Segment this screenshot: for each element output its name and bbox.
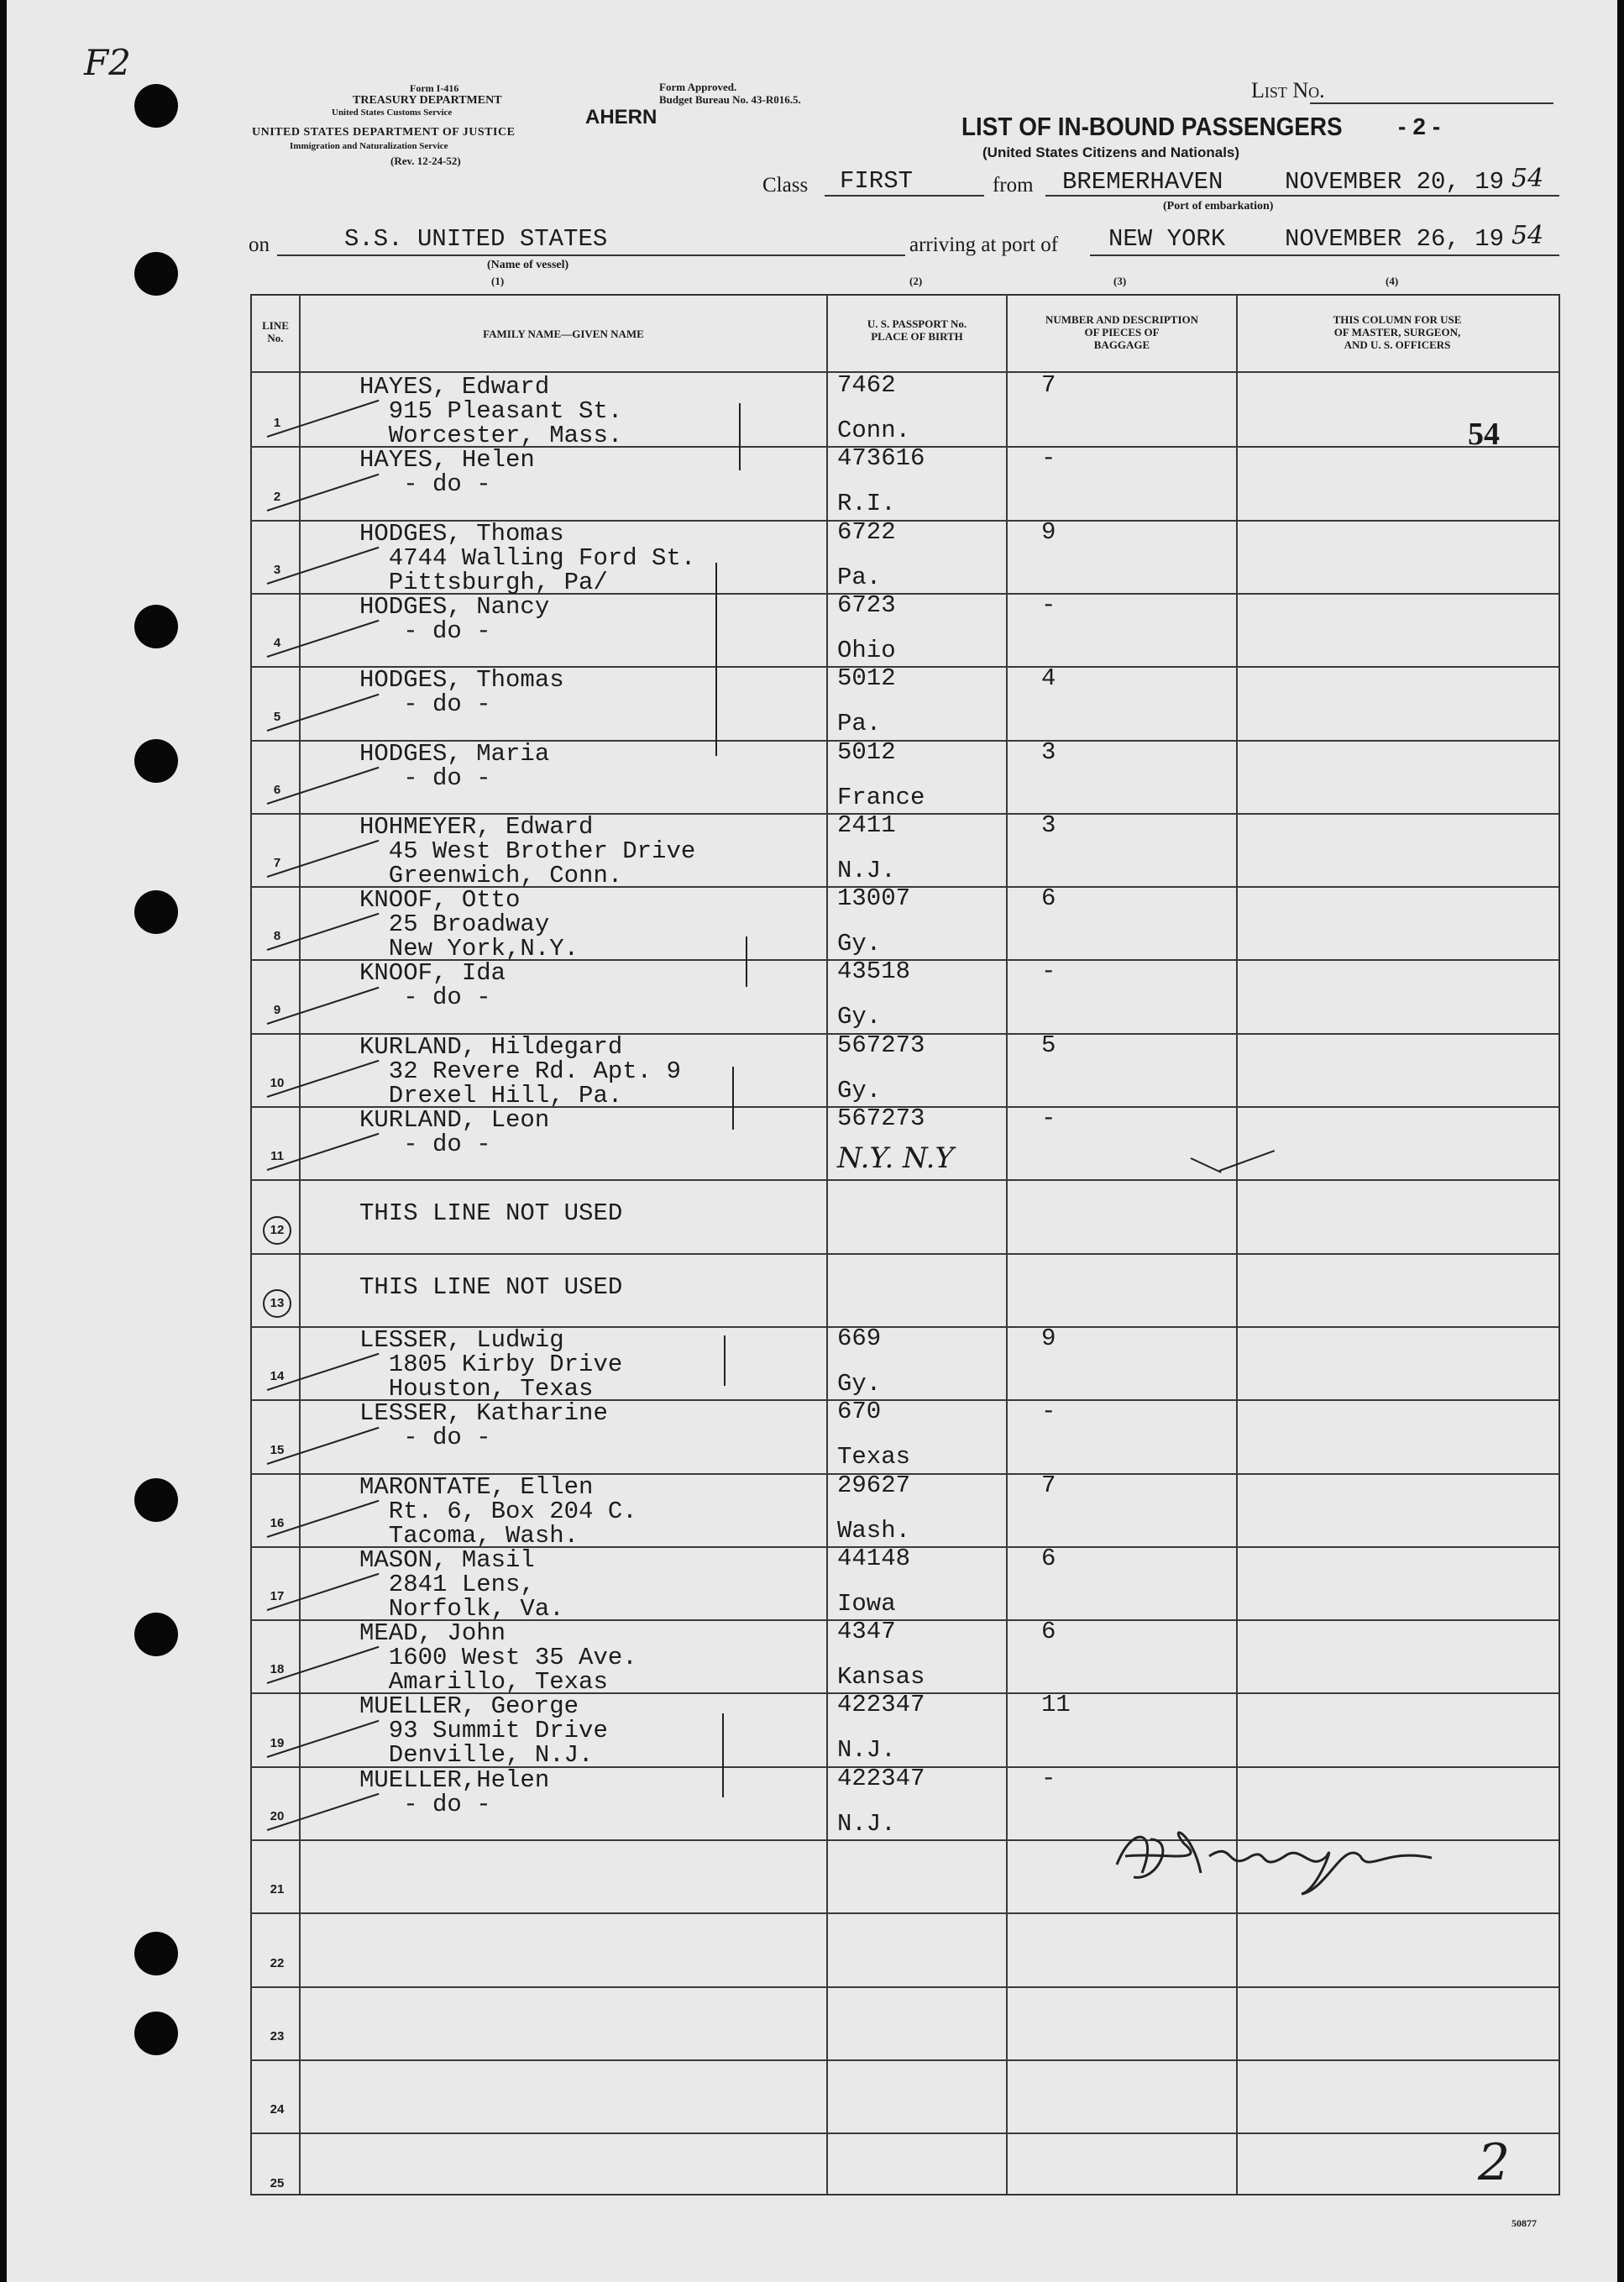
page-title: LIST OF IN-BOUND PASSENGERS <box>961 112 1343 141</box>
passport-number: 29627 <box>837 1471 911 1499</box>
vessel-name: S.S. UNITED STATES <box>344 225 608 253</box>
passenger-address-line: 25 Broadway <box>359 910 550 939</box>
dept-treasury: TREASURY DEPARTMENT <box>353 94 502 107</box>
passenger-address-line: Norfolk, Va. <box>359 1594 564 1623</box>
passenger-name: HAYES, Edward <box>359 373 550 401</box>
row-divider <box>250 1253 1559 1255</box>
passenger-name: KNOOF, Ida <box>359 959 506 988</box>
baggage-count: 11 <box>1041 1691 1071 1719</box>
line-number: 5 <box>273 709 281 724</box>
passenger-name: HOHMEYER, Edward <box>359 812 594 841</box>
line-number: 23 <box>270 2028 285 2043</box>
place-of-birth: N.J. <box>837 1809 896 1838</box>
family-bracket-mark <box>732 1067 734 1130</box>
passport-number: 422347 <box>837 1691 925 1719</box>
passport-number: 567273 <box>837 1031 925 1059</box>
binder-hole <box>134 1478 178 1522</box>
passenger-address-line: Worcester, Mass. <box>359 422 623 449</box>
line-number: 10 <box>270 1076 285 1090</box>
family-bracket-mark <box>739 403 741 470</box>
passenger-address-line: - do - <box>359 1790 491 1818</box>
dept-customs: United States Customs Service <box>332 108 453 118</box>
line-number: 12 <box>263 1216 291 1245</box>
place-of-birth: Kansas <box>837 1663 925 1692</box>
line-number: 14 <box>270 1369 285 1384</box>
place-of-birth: Texas <box>837 1443 911 1471</box>
passenger-address-line: Drexel Hill, Pa. <box>359 1081 623 1110</box>
passport-number: 2411 <box>837 811 896 839</box>
page-subtitle: (United States Citizens and Nationals) <box>982 144 1240 160</box>
col-num-2: (2) <box>909 275 923 287</box>
passenger-address-line: Houston, Texas <box>359 1374 594 1403</box>
line-number: 19 <box>270 1735 285 1750</box>
place-of-birth: France <box>837 783 925 811</box>
dept-justice: UNITED STATES DEPARTMENT OF JUSTICE <box>252 126 516 139</box>
binder-hole <box>134 739 178 783</box>
passenger-address-line: - do - <box>359 616 491 645</box>
line-number: 18 <box>270 1662 285 1677</box>
row-divider <box>250 2059 1559 2061</box>
passenger-address-line: - do - <box>359 1131 491 1158</box>
passport-number: 6722 <box>837 517 896 546</box>
passenger-name: HODGES, Thomas <box>359 519 564 548</box>
line-number: 13 <box>263 1289 291 1318</box>
line-number: 7 <box>273 856 281 871</box>
passenger-name: HODGES, Nancy <box>359 592 550 621</box>
place-of-birth: N.J. <box>837 1736 896 1765</box>
passenger-name: KURLAND, Hildegard <box>359 1032 623 1061</box>
line-number: 22 <box>270 1955 285 1970</box>
passenger-address-line: Tacoma, Wash. <box>359 1521 579 1550</box>
class-label: Class <box>762 174 809 197</box>
passenger-address-line: Greenwich, Conn. <box>359 861 623 889</box>
place-of-birth: Gy. <box>837 930 882 958</box>
line-number: 17 <box>270 1589 285 1604</box>
baggage-count: 7 <box>1041 371 1056 399</box>
handwritten-corner-mark: F2 <box>84 42 131 83</box>
header-officers: THIS COLUMN FOR USE OF MASTER, SURGEON, AND U. S. OFFICERS <box>1333 313 1462 351</box>
passenger-address-line: - do - <box>359 690 491 719</box>
binder-hole <box>134 605 178 648</box>
baggage-count: 5 <box>1041 1031 1056 1059</box>
baggage-count: - <box>1041 444 1056 473</box>
binder-hole <box>134 1932 178 1975</box>
officer-signature <box>1108 1806 1444 1898</box>
col-num-1: (1) <box>491 275 505 287</box>
line-number: 16 <box>270 1515 285 1530</box>
passenger-address-line: - do - <box>359 763 491 792</box>
passenger-address-line: New York,N.Y. <box>359 935 579 963</box>
place-of-birth: Iowa <box>837 1589 896 1618</box>
passenger-name: KURLAND, Leon <box>359 1106 550 1134</box>
binder-hole <box>134 84 178 128</box>
passenger-address-line: 1600 West 35 Ave. <box>359 1644 637 1672</box>
line-number: 25 <box>270 2175 285 2190</box>
place-of-birth: Gy. <box>837 1076 882 1104</box>
passport-number: 422347 <box>837 1764 925 1792</box>
line-number: 15 <box>270 1442 285 1457</box>
row-divider <box>250 1912 1559 1914</box>
passport-number: 44148 <box>837 1544 911 1572</box>
passenger-name: LESSER, Ludwig <box>359 1325 564 1354</box>
family-bracket-mark <box>722 1713 724 1797</box>
line-number: 6 <box>273 782 281 797</box>
line-number: 3 <box>273 562 281 577</box>
passenger-name: HODGES, Maria <box>359 739 550 768</box>
on-label: on <box>249 233 270 256</box>
binder-hole <box>134 1613 178 1656</box>
line-number: 4 <box>273 636 281 651</box>
line-number: 21 <box>270 1882 285 1897</box>
row-divider <box>250 1986 1559 1988</box>
baggage-count: - <box>1041 1764 1056 1792</box>
baggage-count: - <box>1041 590 1056 619</box>
form-revision: (Rev. 12-24-52) <box>390 155 461 167</box>
list-no-label: List No. <box>1251 78 1325 102</box>
passenger-address-line: 915 Pleasant St. <box>359 397 623 425</box>
passenger-address-line: Rt. 6, Box 204 C. <box>359 1497 637 1525</box>
baggage-count: 6 <box>1041 884 1056 913</box>
footer-code: 50877 <box>1511 2217 1537 2229</box>
binder-hole <box>134 890 178 934</box>
line-number: 11 <box>270 1149 284 1164</box>
passenger-address-line: 45 West Brother Drive <box>359 837 696 865</box>
place-of-birth: N.J. <box>837 856 896 884</box>
line-number: 1 <box>273 416 281 431</box>
passenger-address-line: Denville, N.J. <box>359 1741 594 1770</box>
family-bracket-mark <box>746 936 747 987</box>
officer-count-number: 54 <box>1468 417 1500 452</box>
row-divider <box>250 1179 1559 1181</box>
baggage-count: 9 <box>1041 1324 1056 1352</box>
col-num-3: (3) <box>1113 275 1127 287</box>
passenger-address-line: 2841 Lens, <box>359 1570 535 1598</box>
place-of-birth: Wash. <box>837 1516 911 1545</box>
arrival-port: NEW YORK <box>1108 225 1226 253</box>
place-of-birth: Gy. <box>837 1369 882 1398</box>
baggage-count: - <box>1041 957 1056 986</box>
ahern-stamp: AHERN <box>585 106 657 129</box>
passport-number: 43518 <box>837 957 911 986</box>
budget-bureau: Budget Bureau No. 43-R016.5. <box>659 93 801 106</box>
passport-number: 670 <box>837 1398 882 1426</box>
place-of-birth: Ohio <box>837 636 896 664</box>
binder-hole <box>134 2012 178 2055</box>
vessel-caption: (Name of vessel) <box>487 259 569 271</box>
form-number: Form I-416 <box>410 82 459 94</box>
arriving-label: arriving at port of <box>909 233 1059 256</box>
baggage-count: - <box>1041 1104 1056 1132</box>
passenger-name: MARONTATE, Ellen <box>359 1472 594 1501</box>
port-embarkation-caption: (Port of embarkation) <box>1163 200 1274 212</box>
passport-number: 13007 <box>837 884 911 913</box>
class-value: FIRST <box>840 167 914 195</box>
passenger-address-line: - do - <box>359 1424 491 1452</box>
passenger-name: HODGES, Thomas <box>359 666 564 695</box>
passenger-name: MUELLER, George <box>359 1692 579 1721</box>
passenger-address-line: 1805 Kirby Drive <box>359 1350 623 1378</box>
row-divider <box>250 2132 1559 2134</box>
place-of-birth: Conn. <box>837 417 911 444</box>
passenger-address-line: 32 Revere Rd. Apt. 9 <box>359 1057 681 1085</box>
baggage-count: 9 <box>1041 517 1056 546</box>
passenger-name: MUELLER,Helen <box>359 1765 550 1794</box>
baggage-count: 7 <box>1041 1471 1056 1499</box>
place-of-birth: Pa. <box>837 563 882 591</box>
bottom-tally-mark: 2 <box>1478 2133 1511 2192</box>
baggage-count: 3 <box>1041 737 1056 766</box>
place-of-birth: R.I. <box>837 490 896 518</box>
passenger-name: MEAD, John <box>359 1619 506 1648</box>
from-year: 54 <box>1511 164 1544 193</box>
baggage-count: 6 <box>1041 1618 1056 1646</box>
passport-number: 5012 <box>837 664 896 693</box>
line-number: 24 <box>270 2102 285 2117</box>
dept-ins: Immigration and Naturalization Service <box>290 141 448 151</box>
passport-number: 4347 <box>837 1618 896 1646</box>
passport-number: 567273 <box>837 1104 925 1132</box>
passenger-address-line: 93 Summit Drive <box>359 1717 608 1745</box>
baggage-count: 4 <box>1041 664 1056 693</box>
passenger-name: THIS LINE NOT USED <box>359 1199 623 1228</box>
line-number: 9 <box>273 1002 281 1017</box>
baggage-count: 3 <box>1041 811 1056 839</box>
place-of-birth: Gy. <box>837 1003 882 1031</box>
arrival-date: NOVEMBER 26, 19 <box>1285 225 1505 253</box>
passenger-address-line: Pittsburgh, Pa/ <box>359 568 608 596</box>
place-of-birth: N.Y. N.Y <box>837 1141 954 1175</box>
from-port: BREMERHAVEN <box>1062 168 1223 196</box>
family-bracket-mark <box>715 563 717 756</box>
from-label: from <box>993 174 1034 197</box>
passport-number: 669 <box>837 1324 882 1352</box>
form-approved: Form Approved. <box>659 81 737 93</box>
line-number: 8 <box>273 929 281 944</box>
header-line-no: LINE No. <box>262 319 289 344</box>
from-date: NOVEMBER 20, 19 <box>1285 168 1505 196</box>
passenger-name: MASON, Masil <box>359 1545 535 1574</box>
header-baggage: NUMBER AND DESCRIPTION OF PIECES OF BAGGAGE <box>1045 313 1199 351</box>
passenger-name: LESSER, Katharine <box>359 1399 608 1428</box>
passenger-address-line: Amarillo, Texas <box>359 1668 608 1697</box>
line-number: 20 <box>270 1809 285 1823</box>
passenger-address-line: 4744 Walling Ford St. <box>359 543 696 572</box>
list-no-value: -2- <box>1398 113 1448 139</box>
passport-number: 6723 <box>837 590 896 619</box>
header-name: FAMILY NAME—GIVEN NAME <box>483 328 644 340</box>
passenger-name: THIS LINE NOT USED <box>359 1272 623 1301</box>
passenger-address-line: - do - <box>359 470 491 499</box>
baggage-count: 6 <box>1041 1544 1056 1572</box>
binder-hole <box>134 252 178 296</box>
family-bracket-mark <box>724 1335 726 1386</box>
passport-number: 5012 <box>837 737 896 766</box>
passenger-address-line: - do - <box>359 984 491 1012</box>
baggage-count: - <box>1041 1398 1056 1426</box>
passport-number: 7462 <box>837 371 896 399</box>
place-of-birth: Pa. <box>837 710 882 738</box>
passport-number: 473616 <box>837 444 925 473</box>
header-passport: U. S. PASSPORT No. PLACE OF BIRTH <box>867 317 967 343</box>
passenger-name: KNOOF, Otto <box>359 886 521 915</box>
col-num-4: (4) <box>1386 275 1399 287</box>
line-number: 2 <box>273 489 281 504</box>
arrival-year: 54 <box>1511 221 1544 250</box>
passenger-name: HAYES, Helen <box>359 446 535 475</box>
